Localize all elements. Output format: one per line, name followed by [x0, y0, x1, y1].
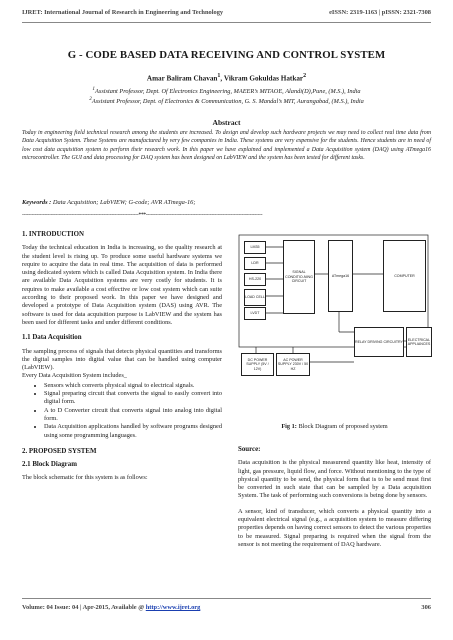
section-separator: -------------------------------------------------------------------------***------------------------------------------------------------------------- — [22, 212, 263, 218]
source-heading: Source: — [238, 446, 261, 453]
affiliation-1-sup: 1 — [92, 86, 96, 92]
left-column — [22, 231, 222, 490]
block-diagram — [238, 232, 431, 412]
sensor-lvdt: LVDT — [244, 307, 266, 320]
affiliation-2 — [22, 96, 431, 105]
figure-label: Fig 1: — [281, 423, 297, 430]
sensor-load-cell: LOAD CELL — [244, 289, 266, 306]
ac-power-supply-block: AC POWER SUPPLY 230V / 50 HZ — [276, 353, 310, 376]
sensor-ldr: LDR — [244, 257, 266, 270]
data-acquisition-text: The sampling process of signals that detects physical quantities and transforms the digital samples into digital value that can be handled using computer (LabVIEW). — [22, 347, 222, 372]
intro-text: Today the technical education in India is increasing, so the quality research at the student level is rising up. To produce some useful hardware systems we require to acquire the data in real time. The acquisition of data is performed using dedicated system which is called Data Acquisition system. In India there are available Data Acquisition systems are very costly for students. It is requires to make available a cost effective or low cost system which can suite according to their proposed work. In this paper we have designed and developed a prototype of Data Acquisition system (DAS) using AVR. The software is used for data acquisition purpose is LabVIEW and the system has been used for different tasks and under different conditions. — [22, 244, 222, 326]
relay-driving-block: RELAY DRIVING CIRCUITRY — [354, 327, 404, 357]
author-1-sup: 1 — [217, 73, 221, 79]
data-acquisition-heading: 1.1 Data Acquisition — [22, 334, 82, 342]
affiliation-2-sup: 2 — [89, 96, 92, 102]
affiliation-1-text: Assistant Professor, Dept. Of Electronics Engineering, MAEER’s MITAOE, Alandi(D),Pune, (M.S.), India — [95, 88, 361, 96]
signal-conditioning-block: SIGNAL CONDITIO-NING CIRCUIT — [283, 240, 315, 314]
author-line — [22, 73, 431, 82]
sensor-hs220: HS-220 — [244, 273, 266, 286]
issn: eISSN: 2319-1163 | pISSN: 2321-7308 — [329, 9, 431, 16]
keywords-text: Data Acquisition; LabVIEW; G-code; AVR ATmega-16; — [51, 199, 196, 206]
running-header — [22, 9, 431, 21]
list-item: • Data Acquisition applications handled by software programs designed using some programming languages. — [44, 423, 222, 440]
author-1: Amar Baliram Chavan — [146, 74, 218, 83]
components-list — [22, 382, 222, 440]
sensor-lm35: LM35 — [244, 241, 266, 254]
journal-name: IJRET: International Journal of Research in Engineering and Technology — [22, 9, 224, 16]
list-item: • A to D Converter circuit that converts signal into analog into digital form. — [44, 407, 222, 424]
block-diagram-text: The block schematic for this system is as follows: — [22, 474, 148, 482]
mcu-block: ATmega16 — [328, 240, 353, 312]
journal-url-link[interactable]: http://www.ijret.org — [145, 604, 201, 611]
abstract-heading: Abstract — [212, 118, 241, 127]
author-2: Vikram Gokuldas Hatkar — [223, 74, 304, 83]
right-column — [238, 446, 431, 556]
list-item: • Sensors which converts physical signal to electrical signals. — [44, 382, 222, 390]
header-rule — [22, 22, 431, 23]
intro-heading: 1. INTRODUCTION — [22, 231, 85, 238]
paper-title: G - CODE BASED DATA RECEIVING AND CONTROL SYSTEM — [67, 49, 386, 61]
author-2-sup: 2 — [303, 73, 307, 79]
computer-block: COMPUTER — [383, 240, 426, 312]
source-para-2: A sensor, kind of transducer, which converts a physical quantity into a equivalent electrical signal (e.g., a acquisition system to measure differing properties depends on having correct sensors to detect the various properties to be measured. Signal preparing is required when the signal from the sensor is not meeting the requirement of DAQ hardware. — [238, 507, 431, 548]
footer-volume-text: Volume: 04 Issue: 04 | Apr-2015, Available @ — [22, 604, 146, 611]
figure-caption — [238, 423, 431, 430]
proposed-heading: 2. PROPOSED SYSTEM — [22, 447, 97, 455]
footer-rule — [22, 598, 431, 599]
list-item: • Signal preparing circuit that converts the signal to easily convert into digital form. — [44, 390, 222, 407]
footer-volume — [22, 604, 200, 611]
dc-power-supply-block: DC POWER SUPPLY (5V / 12V) — [241, 353, 274, 376]
figure-caption-text: Block Diagram of proposed system — [296, 423, 388, 430]
electrical-appliances-block: ELECTRICAL APPLIANCES — [406, 327, 432, 357]
affiliation-1 — [22, 86, 431, 95]
list-intro: Every Data Acquisition System includes_ — [22, 372, 127, 380]
running-footer — [22, 604, 431, 611]
source-para-1: Data acquisition is the physical measurend quantity like heat, intensity of light, gas pressure, liquid flow, and force. Without mentioning to the type of physical quantity to be send, the physical form that is to be send must first be converted in such state that can be sampled by a Data acquisition System. The task of performing such conversions is being done by sensors. — [238, 459, 431, 500]
keywords-label: Keywords : — [22, 199, 52, 206]
author-sep: , — [220, 74, 224, 83]
affiliation-2-text: Assistant Professor, Dept. of Electronics & Communication, G. S. Mandal’s MIT, Aurangabad, (M.S.), India — [91, 98, 364, 106]
abstract-text: Today in engineering field technical research among the students are increased. To design and develop such hardware projects we may need to collect real time data from Data Acquisition System. These Systems are manufactured by very few companies in India. These systems are very expensive for the students. Hence students are in need of low cost data acquisition system to perform their research work. In this paper we have explained and implemented a Data Acquisition system (DAQ) using ATmega16 microcontroller. The GUI and data processing for DAQ system has been designed on LabVIEW and the system has been tested for different tasks. — [22, 130, 431, 161]
keywords — [22, 199, 431, 206]
page-number: 306 — [421, 604, 431, 611]
block-diagram-heading: 2.1 Block Diagram — [22, 461, 77, 469]
